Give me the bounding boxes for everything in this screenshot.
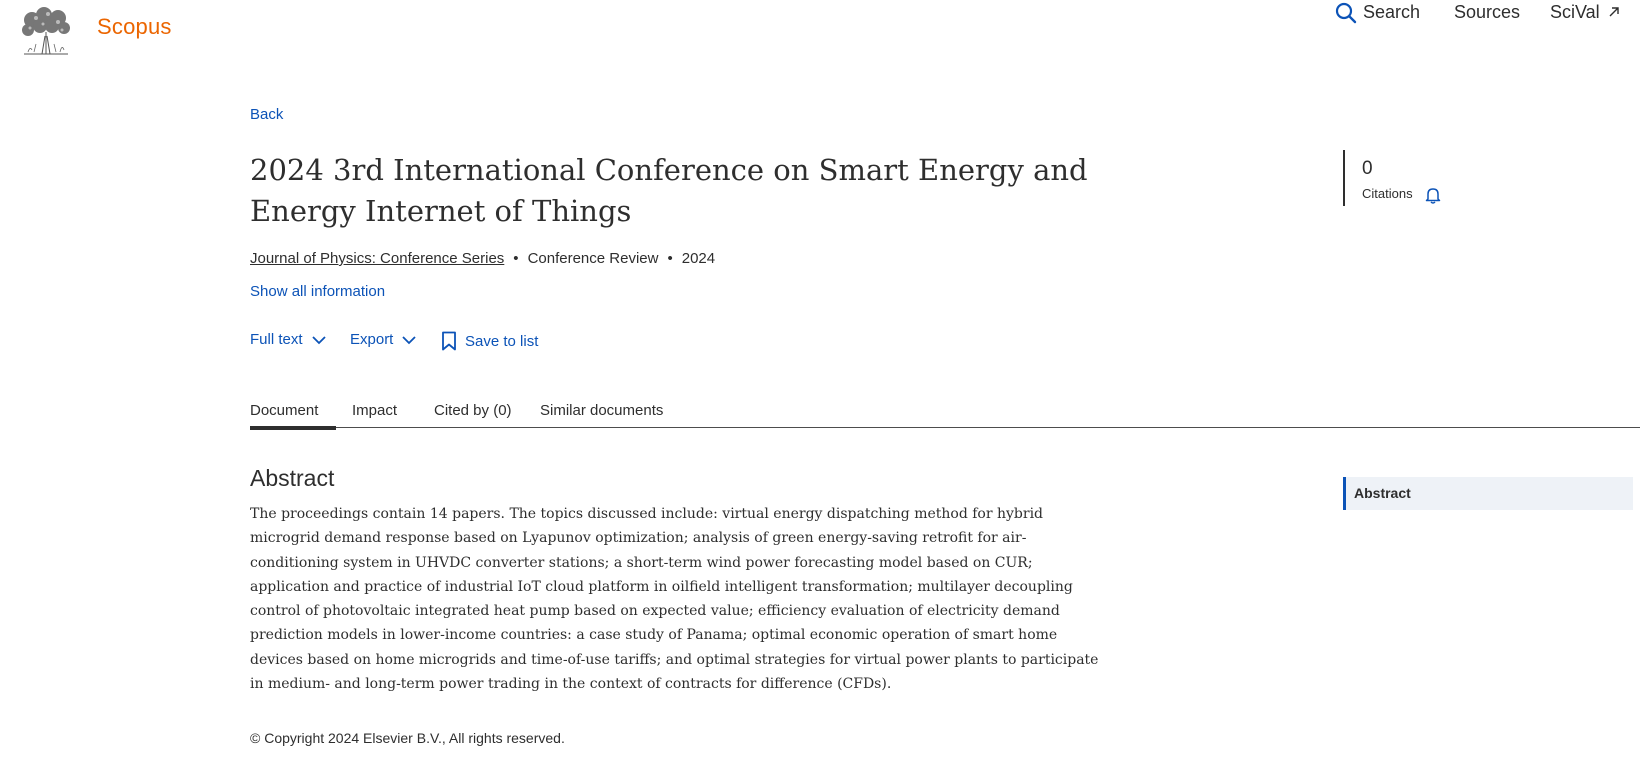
top-header [0,0,1652,64]
back-link[interactable]: Back [250,106,284,123]
citations-label: Citations [1362,186,1413,201]
scopus-brand[interactable]: Scopus [97,14,172,39]
tab-cited-by[interactable]: Cited by (0) [434,402,512,419]
nav-search-label: Search [1363,2,1421,22]
meta-separator: • [513,250,519,267]
chevron-down-icon [311,332,327,348]
publication-year: 2024 [681,250,716,267]
citations-panel [1343,150,1463,206]
nav-scival-label: SciVal [1550,2,1600,22]
document-type: Conference Review [527,250,659,267]
search-icon [1335,2,1357,24]
citations-count: 0 [1362,158,1373,179]
document-title: 2024 3rd International Conference on Smart Energy and Energy Internet of Things [250,153,1088,228]
document-tabs [250,398,1640,428]
abstract-text: The proceedings contain 14 papers. The topics discussed include: virtual energy dispatching method for hybrid microgrid demand response based on Lyapunov optimization; analysis of green energy-saving retrofit for air-conditioning system in UHVDC converter stations; a short-term wind power forecasting model based on CUR; application and practice of industrial IoT cloud platform in oilfield intelligent transformation; multilayer decoupling control of photovoltaic integrated heat pump based on expected value; efficiency evaluation of electricity demand prediction models in lower-income countries: a case study of Panama; optimal economic operation of smart home devices based on home microgrids and time-of-use tariffs; and optimal strategies for virtual power plants to participate in medium- and long-term power trading in the context of contracts for difference (CFDs). [250,506,1099,693]
external-link-icon [1607,5,1621,19]
chevron-down-icon [401,332,417,348]
full-text-dropdown[interactable] [250,331,327,348]
save-to-list-label: Save to list [465,332,539,350]
nav-scival-link[interactable] [1550,0,1621,24]
export-dropdown[interactable] [350,331,417,348]
journal-link[interactable]: Journal of Physics: Conference Series [250,250,505,267]
tab-impact[interactable]: Impact [352,402,398,419]
document-meta [250,250,715,267]
export-label: Export [350,331,394,348]
show-all-information-link[interactable]: Show all information [250,283,386,300]
tab-document[interactable]: Document [250,402,336,428]
elsevier-logo-icon[interactable] [18,6,74,56]
toc-abstract-label: Abstract [1354,485,1411,501]
save-to-list-button[interactable] [441,331,538,351]
meta-separator: • [667,250,673,267]
tab-similar-documents[interactable]: Similar documents [540,402,664,419]
toc-item-abstract[interactable] [1343,477,1633,510]
abstract-heading: Abstract [250,465,335,491]
bookmark-icon [441,331,457,351]
bell-icon[interactable] [1424,186,1442,204]
full-text-label: Full text [250,331,303,348]
nav-sources-link[interactable]: Sources [1454,2,1521,22]
copyright-notice: © Copyright 2024 Elsevier B.V., All rights reserved. [250,730,565,746]
